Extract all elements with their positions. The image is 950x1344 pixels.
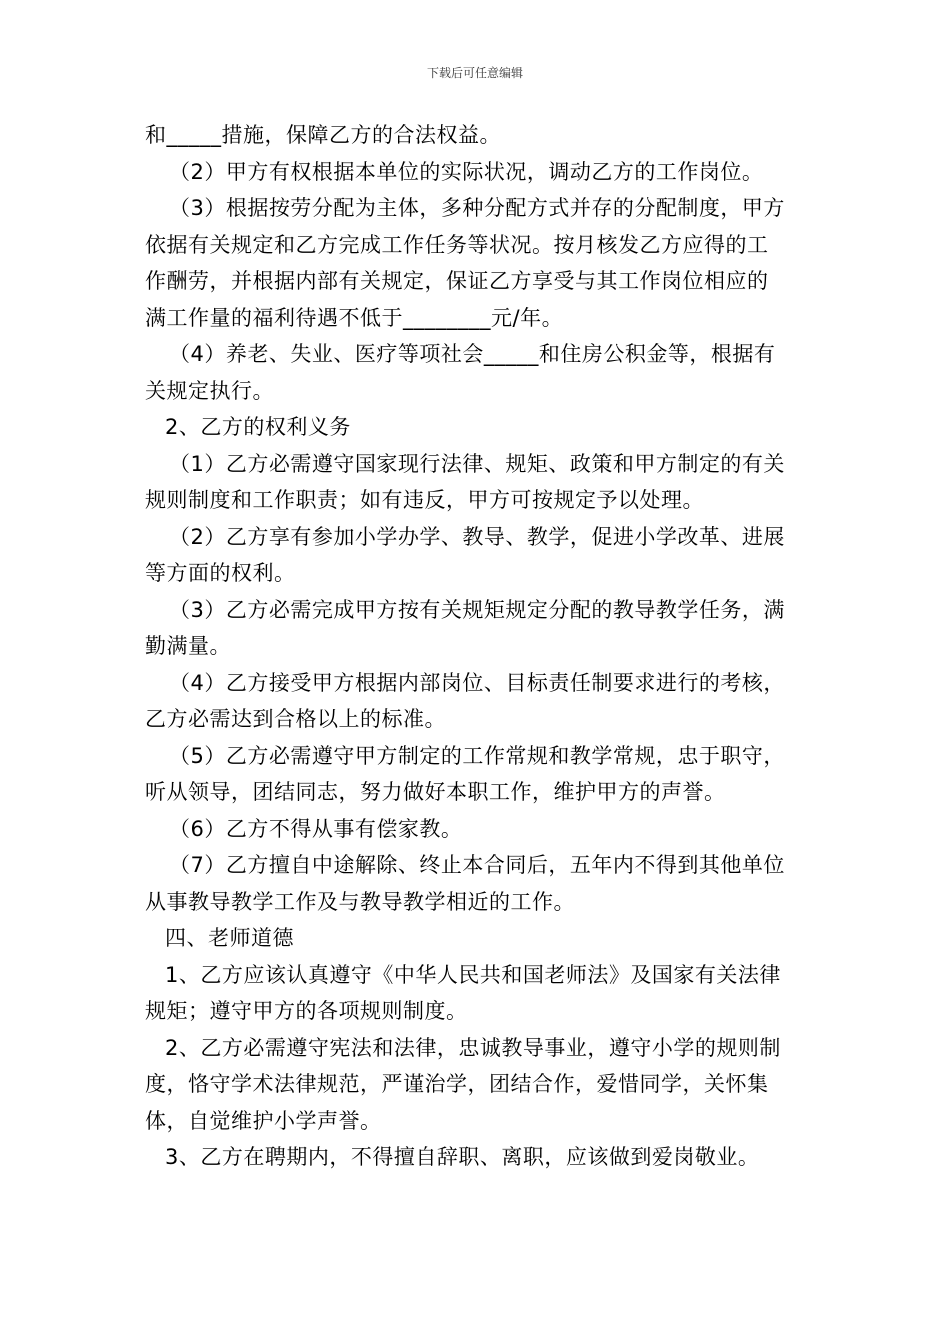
paragraph bbox=[145, 811, 810, 848]
text-line: 和_____措施，保障乙方的合法权益。 bbox=[145, 123, 501, 147]
text-line: （7）乙方擅自中途解除、终止本合同后，五年内不得到其他单位 bbox=[169, 853, 785, 877]
paragraph bbox=[145, 592, 810, 665]
paragraph bbox=[145, 519, 810, 592]
text-line: 依据有关规定和乙方完成工作任务等状况。按月核发乙方应得的工 bbox=[145, 232, 769, 257]
text-line: 勤满量。 bbox=[145, 634, 231, 658]
text-line: 满工作量的福利待遇不低于________元/年。 bbox=[145, 305, 564, 330]
text-line: 2、乙方必需遵守宪法和法律，忠诚教导事业，遵守小学的规则制 bbox=[165, 1035, 781, 1060]
document-body bbox=[145, 117, 810, 1176]
paragraph bbox=[145, 1030, 810, 1140]
text-line: 作酬劳，并根据内部有关规定，保证乙方享受与其工作岗位相应的 bbox=[145, 269, 769, 293]
paragraph bbox=[145, 154, 810, 191]
text-line: 3、乙方在聘期内，不得擅自辞职、离职，应该做到爱岗敬业。 bbox=[165, 1145, 760, 1169]
paragraph bbox=[145, 738, 810, 811]
text-line: 体，自觉维护小学声誉。 bbox=[145, 1108, 382, 1133]
text-line: 规矩；遵守甲方的各项规则制度。 bbox=[145, 999, 468, 1023]
text-line: （5）乙方必需遵守甲方制定的工作常规和教学常规，忠于职守， bbox=[169, 743, 785, 768]
text-line: （2）甲方有权根据本单位的实际状况，调动乙方的工作岗位。 bbox=[169, 159, 764, 184]
text-line: 2、乙方的权利义务 bbox=[165, 415, 351, 439]
text-line: 听从领导，团结同志，努力做好本职工作，维护甲方的声誉。 bbox=[145, 780, 726, 804]
text-line: 等方面的权利。 bbox=[145, 561, 296, 585]
text-line: （3）乙方必需完成甲方按有关规矩规定分配的教导教学任务，满 bbox=[169, 597, 785, 622]
text-line: 从事教导教学工作及与教导教学相近的工作。 bbox=[145, 889, 575, 914]
paragraph bbox=[145, 117, 810, 154]
text-line: 乙方必需达到合格以上的标准。 bbox=[145, 707, 446, 731]
paragraph bbox=[145, 957, 810, 1030]
text-line: 度，恪守学术法律规范，严谨治学，团结合作，爱惜同学，关怀集 bbox=[145, 1072, 769, 1096]
paragraph bbox=[145, 665, 810, 738]
paragraph bbox=[145, 336, 810, 409]
paragraph bbox=[145, 847, 810, 920]
paragraph bbox=[145, 190, 810, 336]
text-line: 四、老师道德 bbox=[165, 926, 294, 950]
page-header: 下载后可任意编辑 bbox=[426, 66, 523, 80]
text-line: （3）根据按劳分配为主体，多种分配方式并存的分配制度，甲方 bbox=[169, 196, 785, 220]
text-line: （1）乙方必需遵守国家现行法律、规矩、政策和甲方制定的有关 bbox=[169, 451, 785, 476]
paragraph bbox=[145, 1139, 810, 1176]
text-line: 关规定执行。 bbox=[145, 378, 274, 403]
text-line: 规则制度和工作职责；如有违反，甲方可按规定予以处理。 bbox=[145, 488, 704, 512]
text-line: 1、乙方应该认真遵守《中华人民共和国老师法》及国家有关法律 bbox=[165, 962, 781, 987]
text-line: （2）乙方享有参加小学办学、教导、教学，促进小学改革、进展 bbox=[169, 524, 785, 549]
paragraph bbox=[145, 446, 810, 519]
paragraph bbox=[145, 920, 810, 957]
text-line: （4）养老、失业、医疗等项社会_____和住房公积金等，根据有 bbox=[169, 342, 776, 366]
paragraph bbox=[145, 409, 810, 446]
text-line: （6）乙方不得从事有偿家教。 bbox=[169, 816, 463, 841]
text-line: （4）乙方接受甲方根据内部岗位、目标责任制要求进行的考核， bbox=[169, 670, 785, 695]
